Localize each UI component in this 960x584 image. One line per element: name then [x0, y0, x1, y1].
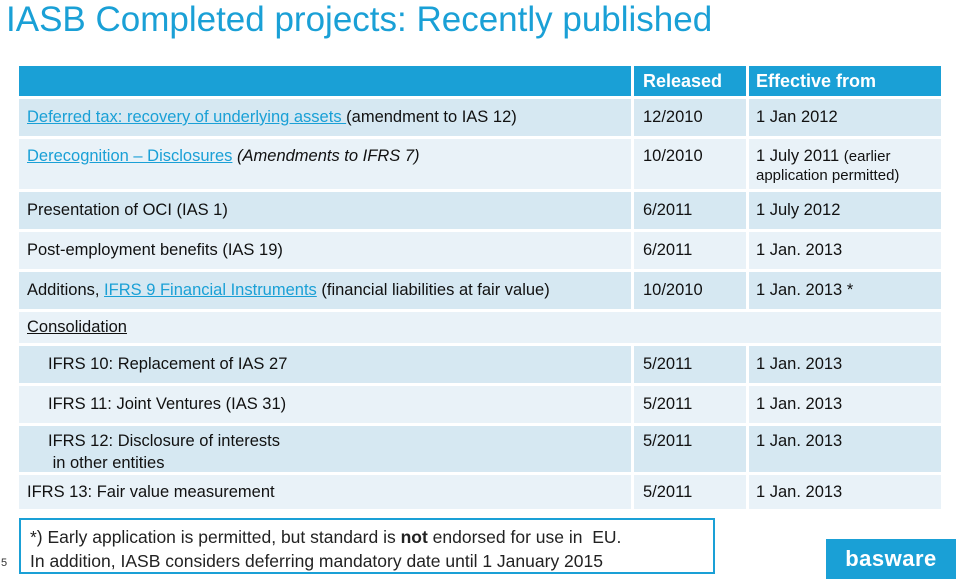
- table-row: [19, 386, 941, 423]
- table-row: [19, 232, 941, 269]
- row-label: IFRS 13: Fair value measurement: [27, 483, 275, 501]
- effective-value: 1 Jan. 2013: [756, 395, 843, 413]
- row-text: (amendment to IAS 12): [346, 108, 517, 126]
- released-value: 5/2011: [643, 432, 693, 450]
- header-effective: Effective from: [756, 71, 877, 91]
- row-label-line2: in other entities: [48, 454, 165, 472]
- released-value: 12/2010: [643, 108, 703, 126]
- effective-value: 1 July 2012: [756, 201, 841, 219]
- projects-table: [19, 66, 941, 512]
- table-row: [19, 139, 941, 189]
- link-deferred-tax[interactable]: Deferred tax: recovery of underlying assets: [27, 108, 347, 126]
- page-number: 5: [1, 557, 8, 569]
- row-text: (financial liabilities at fair value): [316, 281, 550, 299]
- header-released: Released: [643, 71, 723, 91]
- table-row: [19, 192, 941, 229]
- footnote-box: [19, 518, 715, 574]
- effective-value: 1 July 2011: [756, 147, 840, 165]
- effective-value: 1 Jan. 2013: [756, 241, 843, 259]
- link-derecognition[interactable]: Derecognition – Disclosures: [27, 147, 233, 165]
- footnote-line1: *) Early application is permitted, but standard is not endorsed for use in EU.: [30, 527, 622, 547]
- table-row: [19, 346, 941, 383]
- table-header: [19, 66, 941, 96]
- table-row: [19, 475, 941, 509]
- effective-value: 1 Jan. 2013: [756, 432, 843, 450]
- released-value: 6/2011: [643, 201, 693, 219]
- table-row: [19, 99, 941, 136]
- table-row: [19, 426, 941, 472]
- row-text: (Amendments to IFRS 7): [232, 147, 420, 165]
- row-label: Post-employment benefits (IAS 19): [27, 241, 283, 259]
- released-value: 10/2010: [643, 281, 703, 299]
- page-title: IASB Completed projects: Recently published: [6, 0, 713, 39]
- row-label: Presentation of OCI (IAS 1): [27, 201, 228, 219]
- row-text: Additions,: [27, 281, 105, 299]
- released-value: 5/2011: [643, 355, 693, 373]
- effective-value: 1 Jan. 2013 *: [756, 281, 854, 299]
- released-value: 5/2011: [643, 395, 693, 413]
- section-consolidation: Consolidation: [27, 318, 127, 336]
- link-ifrs9[interactable]: IFRS 9 Financial Instruments: [104, 281, 317, 299]
- table-row: [19, 272, 941, 309]
- footnote-line2: In addition, IASB considers deferring mandatory date until 1 January 2015: [30, 551, 603, 571]
- effective-note-line2: application permitted): [756, 167, 900, 184]
- row-label: IFRS 11: Joint Ventures (IAS 31): [48, 395, 287, 413]
- released-value: 10/2010: [643, 147, 703, 165]
- table-row: [19, 312, 941, 343]
- basware-logo: basware: [826, 539, 956, 579]
- effective-value: 1 Jan. 2013: [756, 483, 843, 501]
- effective-value: 1 Jan 2012: [756, 108, 838, 126]
- released-value: 6/2011: [643, 241, 693, 259]
- released-value: 5/2011: [643, 483, 693, 501]
- emphasis-not: not: [400, 527, 428, 547]
- effective-value: 1 Jan. 2013: [756, 355, 843, 373]
- effective-note: (earlier: [843, 148, 891, 165]
- row-label: IFRS 10: Replacement of IAS 27: [48, 355, 288, 373]
- row-label: IFRS 12: Disclosure of interests: [48, 432, 280, 450]
